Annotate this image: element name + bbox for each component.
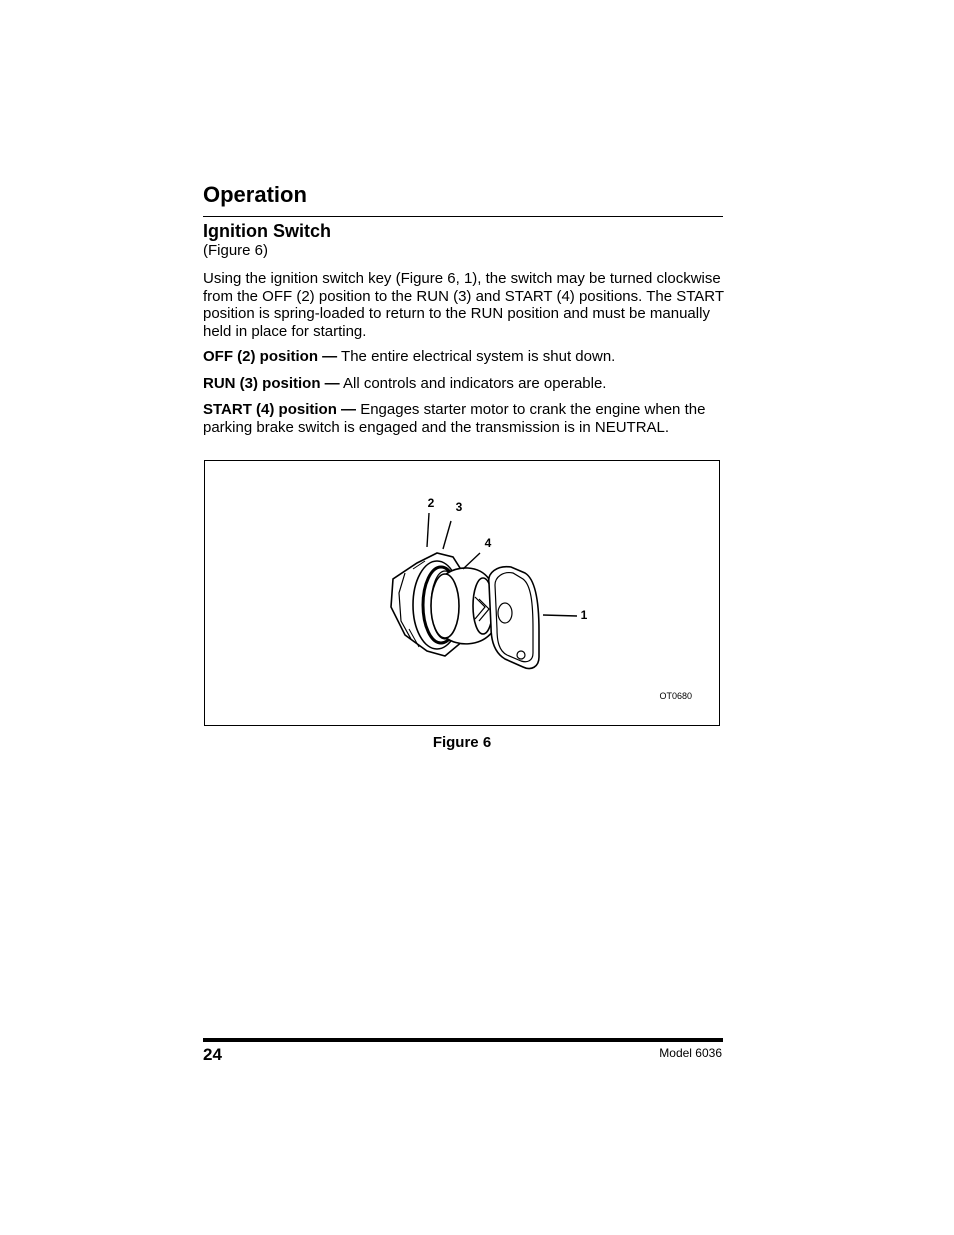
- section-title: Operation: [203, 182, 307, 207]
- run-position-text: All controls and indicators are operable.: [339, 375, 607, 392]
- callout-2: 2: [427, 496, 435, 510]
- ignition-key-icon: [489, 567, 539, 669]
- figure-frame: [204, 460, 720, 726]
- start-position-marker: [463, 553, 480, 569]
- ignition-switch-illustration: [205, 461, 721, 727]
- title-divider: [203, 216, 723, 217]
- start-position-label: START (4) position —: [203, 401, 357, 418]
- key-leader-line: [543, 615, 577, 616]
- run-position-label: RUN (3) position —: [203, 375, 340, 392]
- callout-1: 1: [580, 608, 588, 622]
- figure-caption: Figure 6: [432, 734, 492, 751]
- start-position-paragraph: [203, 401, 728, 436]
- model-label: Model 6036: [659, 1046, 722, 1060]
- subsection-title: Ignition Switch: [203, 221, 331, 241]
- off-position-text: The entire electrical system is shut down.: [337, 348, 616, 365]
- switch-cylinder: [431, 568, 493, 644]
- run-position-paragraph: [203, 375, 728, 393]
- intro-paragraph: Using the ignition switch key (Figure 6, 1), the switch may be turned clockwise from the OFF (2) position to the RUN (3) and START (4) positions. The START position is spring-loaded to return to the RUN position and must be manually held in place for starting.: [203, 270, 724, 340]
- start-position-text: Engages starter motor to crank the engine when the parking brake switch is engaged and the transmission is in NEUTRAL.: [203, 401, 706, 436]
- off-position-label: OFF (2) position —: [203, 348, 338, 365]
- run-position-marker: [443, 521, 451, 549]
- figure-reference: (Figure 6): [203, 242, 269, 259]
- off-position-paragraph: [203, 348, 728, 366]
- callout-3: 3: [455, 500, 463, 514]
- footer-divider: [203, 1038, 723, 1042]
- page-number: 24: [203, 1045, 222, 1064]
- callout-4: 4: [484, 536, 492, 550]
- figure-code: OT0680: [659, 691, 692, 701]
- off-position-marker: [427, 513, 429, 547]
